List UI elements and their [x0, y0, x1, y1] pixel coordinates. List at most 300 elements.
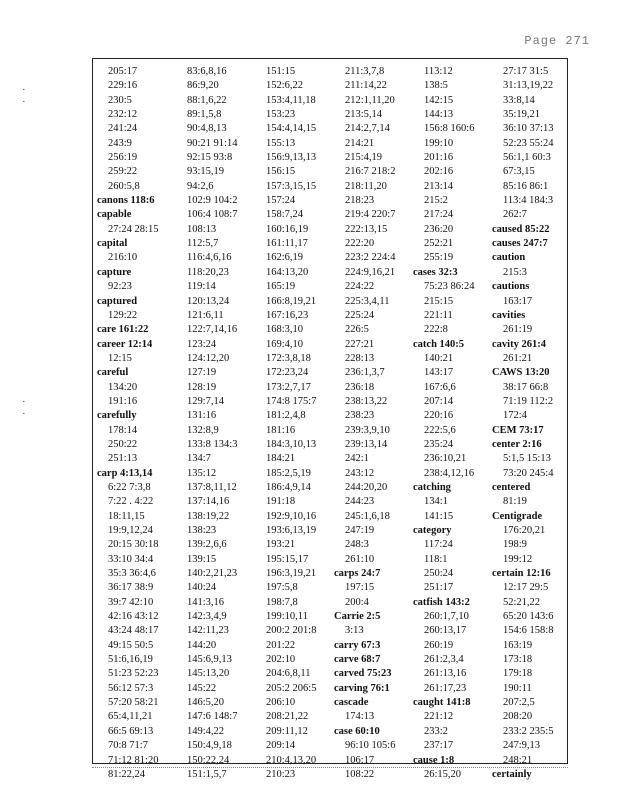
- index-reference: 92:15 93:8: [187, 152, 233, 164]
- index-reference: 193:6,13,19: [266, 525, 317, 536]
- index-entry: center 2:16: [492, 438, 542, 450]
- index-reference: 71:12 81:20: [108, 754, 159, 766]
- index-reference: 172:23,24: [266, 367, 309, 379]
- index-reference: 122:7,14,16: [187, 324, 238, 336]
- index-reference: 242:1: [345, 453, 369, 465]
- index-entry: carefully: [97, 410, 137, 422]
- index-reference: 154:4,14,15: [266, 123, 317, 135]
- index-reference: 129:7,14: [187, 395, 225, 407]
- index-entry: catching: [413, 481, 451, 493]
- index-entry: CAWS 13:20: [492, 367, 550, 379]
- index-entry: caught 141:8: [413, 697, 471, 709]
- index-reference: 108:13: [187, 223, 217, 235]
- index-reference: 228:13: [345, 352, 375, 364]
- index-column-6: [490, 65, 569, 782]
- index-reference: 222:20: [345, 238, 375, 250]
- index-reference: 202:10: [266, 654, 296, 666]
- index-entry: cautions: [492, 281, 530, 293]
- index-reference: 181:16: [266, 424, 296, 436]
- index-reference: 5:1,5 15:13: [503, 453, 551, 465]
- index-reference: 167:16,23: [266, 309, 309, 321]
- index-reference: 140:21: [424, 352, 454, 364]
- index-reference: 221:12: [424, 711, 454, 723]
- index-reference: 261:13,16: [424, 668, 467, 680]
- index-reference: 142:15: [424, 94, 454, 106]
- index-reference: 149:4,22: [187, 725, 225, 737]
- index-reference: 151:15: [266, 66, 296, 77]
- index-reference: 160:16,19: [266, 223, 309, 235]
- index-reference: 89:1,5,8: [187, 109, 222, 121]
- index-reference: 106:17: [345, 754, 375, 766]
- index-reference: 138:5: [424, 80, 448, 92]
- index-reference: 233:2 235:5: [503, 725, 554, 737]
- index-reference: 67:3,15: [503, 166, 535, 178]
- index-reference: 262:7: [503, 209, 527, 221]
- index-reference: 94:2,6: [187, 180, 214, 192]
- index-reference: 12:15: [108, 352, 132, 364]
- index-reference: 199:10,11: [266, 611, 308, 623]
- index-reference: 135:12: [187, 467, 217, 479]
- index-reference: 83:6,8,16: [187, 66, 227, 77]
- index-reference: 153:4,11,18: [266, 94, 316, 106]
- index-reference: 211:3,7,8: [345, 66, 385, 77]
- index-reference: 106:4 108:7: [187, 209, 238, 221]
- index-reference: 233:2: [424, 725, 448, 737]
- index-reference: 133:8 134:3: [187, 438, 238, 450]
- index-reference: 173:2,7,17: [266, 381, 311, 393]
- index-reference: 7:22 . 4:22: [108, 496, 154, 508]
- index-entry: CEM 73:17: [492, 424, 544, 436]
- index-reference: 156:9,13,13: [266, 152, 317, 164]
- index-reference: 260:19: [424, 639, 454, 651]
- index-entry: capable: [97, 209, 132, 221]
- index-reference: 202:16: [424, 166, 454, 178]
- index-reference: 35:19,21: [503, 109, 541, 121]
- index-entry: care 161:22: [97, 324, 149, 336]
- index-reference: 150:4,9,18: [187, 740, 232, 752]
- index-reference: 199:10: [424, 137, 454, 149]
- index-reference: 147:6 148:7: [187, 711, 238, 723]
- index-reference: 52:23 55:24: [503, 137, 554, 149]
- index-reference: 90:4,8,13: [187, 123, 227, 135]
- index-reference: 198:7,8: [266, 596, 298, 608]
- index-entry: certainly: [492, 768, 532, 780]
- index-reference: 70:8 71:7: [108, 740, 148, 752]
- index-reference: 66:5 69:13: [108, 725, 154, 737]
- index-reference: 261:19: [503, 324, 533, 336]
- index-entry: cavity 261:4: [492, 338, 546, 350]
- index-reference: 184:3,10,13: [266, 438, 317, 450]
- index-reference: 225:24: [345, 309, 375, 321]
- index-reference: 43:24 48:17: [108, 625, 159, 637]
- index-entry: caution: [492, 252, 526, 264]
- index-reference: 153:23: [266, 109, 296, 121]
- index-reference: 207:2,5: [503, 697, 535, 709]
- index-reference: 121:6,11: [187, 309, 224, 321]
- index-entry: carved 75:23: [334, 668, 392, 680]
- index-reference: 145:6,9,13: [187, 654, 232, 666]
- index-reference: 93:15,19: [187, 166, 225, 178]
- index-reference: 86:9,20: [187, 80, 219, 92]
- index-reference: 139:15: [187, 553, 217, 565]
- index-reference: 200:2 201:8: [266, 625, 317, 637]
- index-reference: 144:13: [424, 109, 454, 121]
- index-reference: 248:21: [503, 754, 533, 766]
- index-reference: 127:19: [187, 367, 217, 379]
- index-reference: 179:18: [503, 668, 533, 680]
- index-reference: 230:5: [108, 94, 132, 106]
- index-reference: 222:13,15: [345, 223, 388, 235]
- index-reference: 137:8,11,12: [187, 481, 237, 493]
- index-reference: 167:6,6: [424, 381, 456, 393]
- hole-punch-mark: · ·: [22, 396, 26, 420]
- index-reference: 146:5,20: [187, 697, 225, 709]
- index-reference: 71:19 112:2: [503, 395, 554, 407]
- index-reference: 245:1,6,18: [345, 510, 390, 522]
- index-reference: 217:24: [424, 209, 454, 221]
- index-reference: 116:4,6,16: [187, 252, 232, 264]
- index-reference: 124:12,20: [187, 352, 230, 364]
- index-column-3: [253, 65, 332, 782]
- index-reference: 128:19: [187, 381, 217, 393]
- index-reference: 223:2 224:4: [345, 252, 396, 264]
- index-reference: 201:22: [266, 639, 296, 651]
- index-reference: 215:15: [424, 295, 454, 307]
- index-reference: 129:22: [108, 309, 138, 321]
- index-reference: 96:10 105:6: [345, 740, 396, 752]
- index-reference: 138:19,22: [187, 510, 230, 522]
- index-entry: cause 1:8: [413, 754, 455, 766]
- index-entry: capital: [97, 238, 128, 250]
- index-entry: Centigrade: [492, 510, 543, 522]
- index-reference: 139:2,6,6: [187, 539, 227, 551]
- index-entry: careful: [97, 367, 129, 379]
- index-reference: 235:24: [424, 438, 454, 450]
- index-reference: 250:22: [108, 438, 138, 450]
- index-reference: 198:9: [503, 539, 527, 551]
- index-reference: 150:22,24: [187, 754, 230, 766]
- index-reference: 261:21: [503, 352, 533, 364]
- index-reference: 181:2,4,8: [266, 410, 306, 422]
- index-reference: 31:13,19,22: [503, 80, 554, 92]
- index-entry: carve 68:7: [334, 654, 381, 666]
- index-entry: canons 118:6: [97, 195, 155, 207]
- index-reference: 215:3: [503, 266, 527, 278]
- index-reference: 229:16: [108, 80, 138, 92]
- index-reference: 216:7 218:2: [345, 166, 396, 178]
- index-reference: 141:3,16: [187, 596, 225, 608]
- index-reference: 156:15: [266, 166, 296, 178]
- index-reference: 113:4 184:3: [503, 195, 554, 207]
- index-reference: 232:12: [108, 109, 138, 121]
- index-reference: 172:3,8,18: [266, 352, 311, 364]
- index-reference: 237:17: [424, 740, 454, 752]
- index-entry: category: [413, 525, 452, 536]
- index-reference: 206:10: [266, 697, 296, 709]
- index-reference: 215:4,19: [345, 152, 383, 164]
- index-reference: 216:10: [108, 252, 138, 264]
- index-reference: 169:4,10: [266, 338, 304, 350]
- index-entry: centered: [492, 481, 531, 493]
- index-reference: 210:23: [266, 768, 296, 780]
- index-reference: 193:21: [266, 539, 296, 551]
- index-reference: 142:11,23: [187, 625, 229, 637]
- index-reference: 56:12 57:3: [108, 682, 154, 694]
- index-reference: 208:20: [503, 711, 533, 723]
- index-column-2: [174, 65, 253, 782]
- index-entry: carry 67:3: [334, 639, 381, 651]
- index-reference: 239:3,9,10: [345, 424, 390, 436]
- index-reference: 192:9,10,16: [266, 510, 317, 522]
- index-reference: 247:9,13: [503, 740, 541, 752]
- index-reference: 238:4,12,16: [424, 467, 475, 479]
- index-reference: 73:20 245:4: [503, 467, 554, 479]
- index-reference: 26:15,20: [424, 768, 462, 780]
- index-reference: 157:24: [266, 195, 296, 207]
- index-reference: 118:20,23: [187, 266, 229, 278]
- index-entry: catch 140:5: [413, 338, 465, 350]
- index-reference: 239:13,14: [345, 438, 388, 450]
- index-reference: 244:20,20: [345, 481, 388, 493]
- index-reference: 156:8 160:6: [424, 123, 475, 135]
- index-reference: 163:19: [503, 639, 533, 651]
- index-reference: 250:24: [424, 568, 454, 580]
- index-reference: 117:24: [424, 539, 453, 551]
- index-reference: 261:17,23: [424, 682, 467, 694]
- index-reference: 218:11,20: [345, 180, 387, 192]
- index-entry: Carrie 2:5: [334, 611, 381, 623]
- index-reference: 251:13: [108, 453, 138, 465]
- index-reference: 161:11,17: [266, 238, 308, 250]
- index-entry: cascade: [334, 697, 369, 709]
- index-reference: 221:11: [424, 309, 453, 321]
- index-reference: 260:5,8: [108, 180, 140, 192]
- index-reference: 226:5: [345, 324, 369, 336]
- index-reference: 212:1,11,20: [345, 94, 395, 106]
- index-reference: 201:16: [424, 152, 454, 164]
- index-reference: 151:1,5,7: [187, 768, 227, 780]
- index-reference: 145:22: [187, 682, 217, 694]
- index-reference: 244:23: [345, 496, 375, 508]
- index-reference: 39:7 42:10: [108, 596, 154, 608]
- index-reference: 12:17 29:5: [503, 582, 549, 594]
- index-reference: 215:2: [424, 195, 448, 207]
- index-reference: 256:19: [108, 152, 138, 164]
- index-reference: 205:17: [108, 66, 138, 77]
- index-reference: 252:21: [424, 238, 454, 250]
- index-reference: 218:23: [345, 195, 375, 207]
- index-reference: 210:4,13,20: [266, 754, 317, 766]
- index-reference: 209:11,12: [266, 725, 308, 737]
- index-reference: 27:24 28:15: [108, 223, 159, 235]
- index-reference: 241:24: [108, 123, 138, 135]
- index-reference: 255:19: [424, 252, 454, 264]
- index-reference: 247:19: [345, 525, 375, 536]
- index-reference: 227:21: [345, 338, 375, 350]
- index-reference: 162:6,19: [266, 252, 304, 264]
- hole-punch-mark: · ·: [22, 84, 26, 108]
- index-reference: 36:17 38:9: [108, 582, 154, 594]
- index-entry: cavities: [492, 309, 526, 321]
- index-reference: 33:8,14: [503, 94, 535, 106]
- index-entry: caused 85:22: [492, 223, 550, 235]
- index-reference: 213:5,14: [345, 109, 383, 121]
- index-reference: 27:17 31:5: [503, 66, 549, 77]
- page-number: Page 271: [524, 34, 590, 48]
- index-entry: career 12:14: [97, 338, 153, 350]
- index-reference: 65:20 143:6: [503, 611, 554, 623]
- index-reference: 42:16 43:12: [108, 611, 159, 623]
- index-reference: 134:20: [108, 381, 138, 393]
- index-reference: 200:4: [345, 596, 369, 608]
- index-reference: 197:5,8: [266, 582, 298, 594]
- index-reference: 168:3,10: [266, 324, 304, 336]
- index-reference: 38:17 66:8: [503, 381, 549, 393]
- index-reference: 208:21,22: [266, 711, 309, 723]
- index-reference: 185:2,5,19: [266, 467, 311, 479]
- index-reference: 172:4: [503, 410, 527, 422]
- index-reference: 236:20: [424, 223, 454, 235]
- index-reference: 186:4,9,14: [266, 481, 311, 493]
- index-reference: 236:18: [345, 381, 375, 393]
- index-reference: 174:13: [345, 711, 375, 723]
- index-reference: 184:21: [266, 453, 296, 465]
- index-reference: 88:1,6,22: [187, 94, 227, 106]
- index-reference: 238:13,22: [345, 395, 388, 407]
- index-reference: 155:13: [266, 137, 296, 149]
- index-reference: 260:13,17: [424, 625, 467, 637]
- index-reference: 57:20 58:21: [108, 697, 159, 709]
- index-entry: cases 32:3: [413, 266, 458, 278]
- index-entry: case 60:10: [334, 725, 380, 737]
- index-reference: 81:22,24: [108, 768, 146, 780]
- index-reference: 19:9,12,24: [108, 525, 153, 536]
- index-reference: 157:3,15,15: [266, 180, 317, 192]
- index-reference: 222:5,6: [424, 424, 456, 436]
- index-reference: 85:16 86:1: [503, 180, 549, 192]
- index-reference: 204:6,8,11: [266, 668, 311, 680]
- index-reference: 140:24: [187, 582, 217, 594]
- index-reference: 163:17: [503, 295, 533, 307]
- index-reference: 132:8,9: [187, 424, 219, 436]
- index-reference: 220:16: [424, 410, 454, 422]
- index-reference: 158:7,24: [266, 209, 304, 221]
- index-reference: 238:23: [345, 410, 375, 422]
- index-reference: 166:8,19,21: [266, 295, 317, 307]
- index-reference: 207:14: [424, 395, 454, 407]
- index-reference: 35:3 36:4,6: [108, 568, 156, 580]
- index-reference: 243:9: [108, 137, 132, 149]
- index-reference: 176:20,21: [503, 525, 546, 536]
- index-column-1: [95, 65, 174, 782]
- index-reference: 260:1,7,10: [424, 611, 469, 623]
- index-reference: 120:13,24: [187, 295, 230, 307]
- index-column-5: [411, 65, 490, 782]
- index-reference: 143:17: [424, 367, 454, 379]
- index-reference: 75:23 86:24: [424, 281, 475, 293]
- index-reference: 191:18: [266, 496, 296, 508]
- index-reference: 65:4,11,21: [108, 711, 153, 723]
- index-reference: 33:10 34:4: [108, 553, 154, 565]
- index-reference: 236:10,21: [424, 453, 467, 465]
- index-reference: 92:23: [108, 281, 132, 293]
- index-reference: 144:20: [187, 639, 217, 651]
- index-entry: capture: [97, 266, 132, 278]
- index-reference: 261:2,3,4: [424, 654, 464, 666]
- index-entry: captured: [97, 295, 138, 307]
- index-reference: 138:23: [187, 525, 217, 536]
- word-index-table: [92, 58, 568, 780]
- index-reference: 197:15: [345, 582, 375, 594]
- index-reference: 118:1: [424, 553, 448, 565]
- index-reference: 18:11,15: [108, 510, 145, 522]
- index-reference: 196:3,19,21: [266, 568, 317, 580]
- index-reference: 214:2,7,14: [345, 123, 390, 135]
- index-reference: 52:21,22: [503, 596, 541, 608]
- index-entry: carp 4:13,14: [97, 467, 153, 479]
- index-reference: 141:15: [424, 510, 454, 522]
- index-reference: 154:6 158:8: [503, 625, 554, 637]
- footer-rule: [92, 767, 568, 768]
- index-reference: 134:1: [424, 496, 448, 508]
- index-reference: 119:14: [187, 281, 216, 293]
- index-reference: 165:19: [266, 281, 296, 293]
- index-reference: 6:22 7:3,8: [108, 481, 151, 493]
- index-entry: carving 76:1: [334, 682, 390, 694]
- index-reference: 243:12: [345, 467, 375, 479]
- index-reference: 214:21: [345, 137, 375, 149]
- index-reference: 51:23 52:23: [108, 668, 159, 680]
- index-reference: 199:12: [503, 553, 533, 565]
- index-reference: 142:3,4,9: [187, 611, 227, 623]
- index-reference: 251:17: [424, 582, 454, 594]
- index-reference: 213:14: [424, 180, 454, 192]
- index-entry: carps 24:7: [334, 568, 381, 580]
- index-reference: 134:7: [187, 453, 211, 465]
- index-reference: 90:21 91:14: [187, 137, 238, 149]
- index-reference: 261:10: [345, 553, 375, 565]
- index-reference: 259:22: [108, 166, 138, 178]
- index-reference: 222:8: [424, 324, 448, 336]
- index-entry: causes 247:7: [492, 238, 548, 250]
- index-reference: 211:14,22: [345, 80, 387, 92]
- index-reference: 102:9 104:2: [187, 195, 238, 207]
- index-entry: catfish 143:2: [413, 596, 470, 608]
- index-reference: 205:2 206:5: [266, 682, 317, 694]
- index-reference: 36:10 37:13: [503, 123, 554, 135]
- index-reference: 178:14: [108, 424, 138, 436]
- index-reference: 112:5,7: [187, 238, 219, 250]
- index-reference: 56:1,1 60:3: [503, 152, 551, 164]
- index-reference: 219:4 220:7: [345, 209, 396, 221]
- index-reference: 20:15 30:18: [108, 539, 159, 551]
- index-reference: 209:14: [266, 740, 296, 752]
- index-reference: 152:6,22: [266, 80, 304, 92]
- index-entry: certain 12:16: [492, 568, 551, 580]
- index-reference: 225:3,4,11: [345, 295, 390, 307]
- index-reference: 123:24: [187, 338, 217, 350]
- index-reference: 236:1,3,7: [345, 367, 385, 379]
- index-reference: 191:16: [108, 395, 138, 407]
- index-reference: 190:11: [503, 682, 532, 694]
- index-reference: 51:6,16,19: [108, 654, 153, 666]
- index-reference: 173:18: [503, 654, 533, 666]
- index-reference: 81:19: [503, 496, 527, 508]
- index-reference: 113:12: [424, 66, 453, 77]
- index-reference: 195:15,17: [266, 553, 309, 565]
- index-reference: 49:15 50:5: [108, 639, 154, 651]
- index-reference: 248:3: [345, 539, 369, 551]
